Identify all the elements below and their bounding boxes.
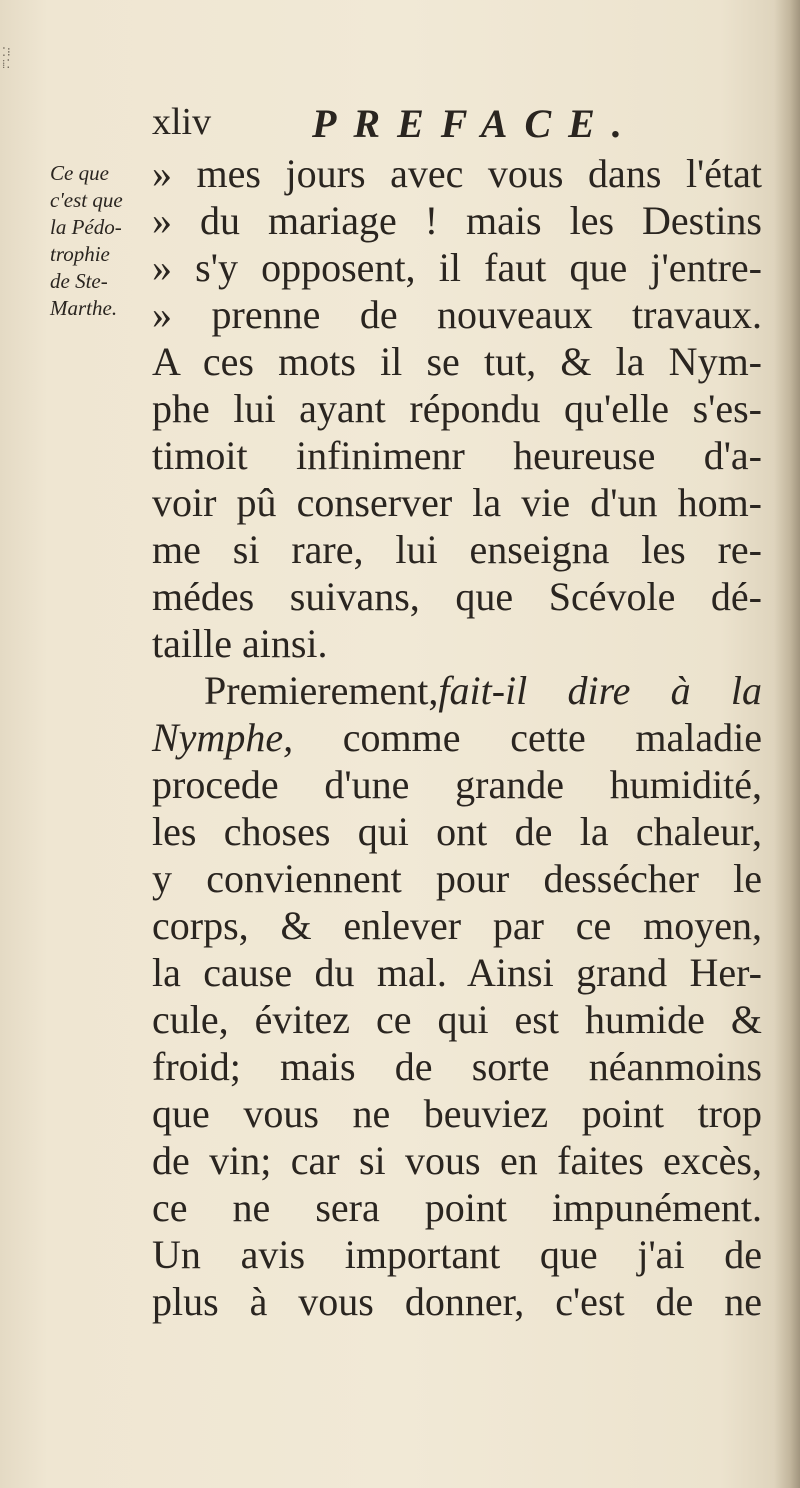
- text-line: Un avis important que j'ai de: [152, 1232, 762, 1277]
- text-line: médes suivans, que Scévole dé-: [152, 574, 762, 619]
- text-line: froid; mais de sorte néanmoins: [152, 1044, 762, 1089]
- text-line: voir pû conserver la vie d'un hom-: [152, 480, 762, 525]
- margin-note-line: c'est que: [50, 188, 123, 212]
- text-line: [152, 667, 762, 714]
- text-segment: Premierement,: [204, 668, 439, 713]
- text-line: » mes jours avec vous dans l'état: [152, 151, 762, 196]
- text-line: corps, & enlever par ce moyen,: [152, 903, 762, 948]
- page-number: xliv: [152, 101, 212, 143]
- body-text: [152, 150, 762, 1325]
- running-title: PREFACE.: [312, 101, 639, 146]
- corner-blemish: ⁚⁝ ⁞⁚: [2, 45, 12, 71]
- text-line: cule, évitez ce qui est humide &: [152, 997, 762, 1042]
- text-line: » du mariage ! mais les Destins: [152, 198, 762, 243]
- text-line: me si rare, lui enseigna les re-: [152, 527, 762, 572]
- text-line: que vous ne beuviez point trop: [152, 1091, 762, 1136]
- text-line: timoit infinimenr heureuse d'a-: [152, 433, 762, 478]
- text-line: plus à vous donner, c'est de ne: [152, 1279, 762, 1324]
- text-line: A ces mots il se tut, & la Nym-: [152, 339, 762, 384]
- margin-note-line: la Pédo-: [50, 215, 122, 239]
- text-line: taille ainsi.: [152, 621, 328, 666]
- margin-note-line: trophie: [50, 242, 110, 266]
- margin-note-line: Ce que: [50, 161, 109, 185]
- text-line: [152, 714, 762, 761]
- italic-segment: Nymphe,: [152, 715, 294, 760]
- text-line: phe lui ayant répondu qu'elle s'es-: [152, 386, 762, 431]
- text-line: de vin; car si vous en faites excès,: [152, 1138, 762, 1183]
- text-line: » prenne de nouveaux travaux.: [152, 292, 762, 337]
- page-edge-shadow: [774, 0, 800, 1488]
- text-line: » s'y opposent, il faut que j'entre-: [152, 245, 762, 290]
- text-line: procede d'une grande humidité,: [152, 762, 762, 807]
- text-line: la cause du mal. Ainsi grand Her-: [152, 950, 762, 995]
- margin-note-line: Marthe.: [50, 296, 118, 320]
- italic-segment: fait-il dire à la: [438, 668, 762, 713]
- text-line: les choses qui ont de la chaleur,: [152, 809, 762, 854]
- marginal-note: [50, 160, 158, 322]
- text-segment: comme cette maladie: [342, 715, 763, 760]
- text-line: y conviennent pour dessécher le: [152, 856, 762, 901]
- margin-note-line: de Ste-: [50, 269, 108, 293]
- text-line: ce ne sera point impunément.: [152, 1185, 762, 1230]
